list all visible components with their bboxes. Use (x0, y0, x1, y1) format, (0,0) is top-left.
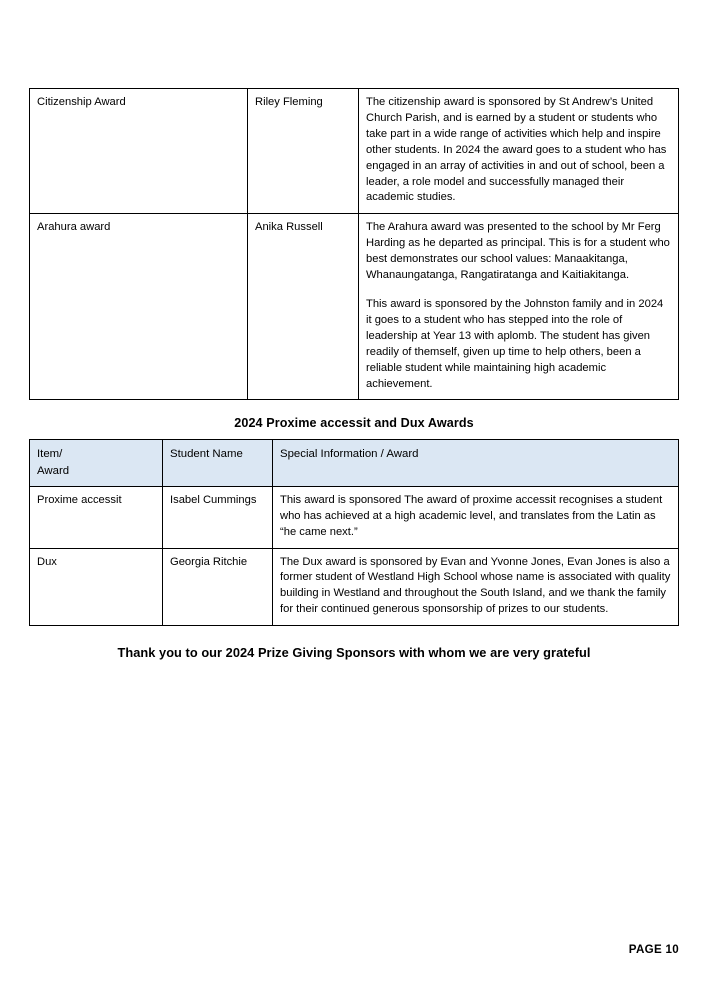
award-info-paragraph: The Arahura award was presented to the school by Mr Ferg Harding as he departed as principal. This is for a student who best demonstrates our school values: Manaakitanga, Whanaungatanga, Rangatiratanga and Kaitiakitanga. (366, 221, 670, 282)
award-info-cell (273, 548, 679, 626)
award-info-paragraph: This award is sponsored The award of proxime accessit recognises a student who has achieved at a high academic level, and translates from the Latin as “he came next.” (280, 493, 663, 538)
table-row (30, 486, 679, 548)
closing-thank-you: Thank you to our 2024 Prize Giving Sponsors with whom we are very grateful (117, 645, 591, 661)
column-header-item-line1: Item/ (37, 448, 63, 461)
awards-table-top (29, 88, 679, 400)
column-header-info: Special Information / Award (273, 440, 679, 486)
column-header-item-line2: Award (37, 464, 70, 477)
award-info-paragraph: The Dux award is sponsored by Evan and Yvonne Jones, Evan Jones is also a former student of Westland High School whose name is associated with quality building in Westland and throughout the South Island, and we thank the family for their continued generous sponsorship of prizes to our students. (280, 555, 671, 616)
award-item-cell: Proxime accessit (30, 486, 163, 548)
award-info-cell (359, 89, 679, 214)
awards-table-dux (29, 439, 679, 626)
award-item-cell: Dux (30, 548, 163, 626)
award-info-cell (273, 486, 679, 548)
column-header-item (30, 440, 163, 486)
award-item-cell: Arahura award (30, 214, 248, 400)
student-name-cell: Riley Fleming (248, 89, 359, 214)
section-heading: 2024 Proxime accessit and Dux Awards (234, 416, 474, 431)
award-info-cell (359, 214, 679, 400)
table-row (30, 89, 679, 214)
student-name-cell: Anika Russell (248, 214, 359, 400)
page-number: PAGE 10 (628, 943, 679, 956)
table-row (30, 548, 679, 626)
column-header-student: Student Name (163, 440, 273, 486)
award-info-paragraph: The citizenship award is sponsored by St Andrew’s United Church Parish, and is earned by a student or students who take part in a wide range of activities which help and inspire other students. In 2024 the award goes to a student who has engaged in an array of activities in and out of school, been a leader, a role model and successfully managed their academic studies. (366, 96, 667, 204)
table-header-row (30, 440, 679, 486)
table-row (30, 214, 679, 400)
award-info-paragraph: This award is sponsored by the Johnston family and in 2024 it goes to a student who has stepped into the role of leadership at Year 13 with aplomb. The student has given readily of themself, given up time to help others, been a reliable student while maintaining high academic achievement. (366, 297, 664, 390)
award-item-cell: Citizenship Award (30, 89, 248, 214)
student-name-cell: Georgia Ritchie (163, 548, 273, 626)
student-name-cell: Isabel Cummings (163, 486, 273, 548)
